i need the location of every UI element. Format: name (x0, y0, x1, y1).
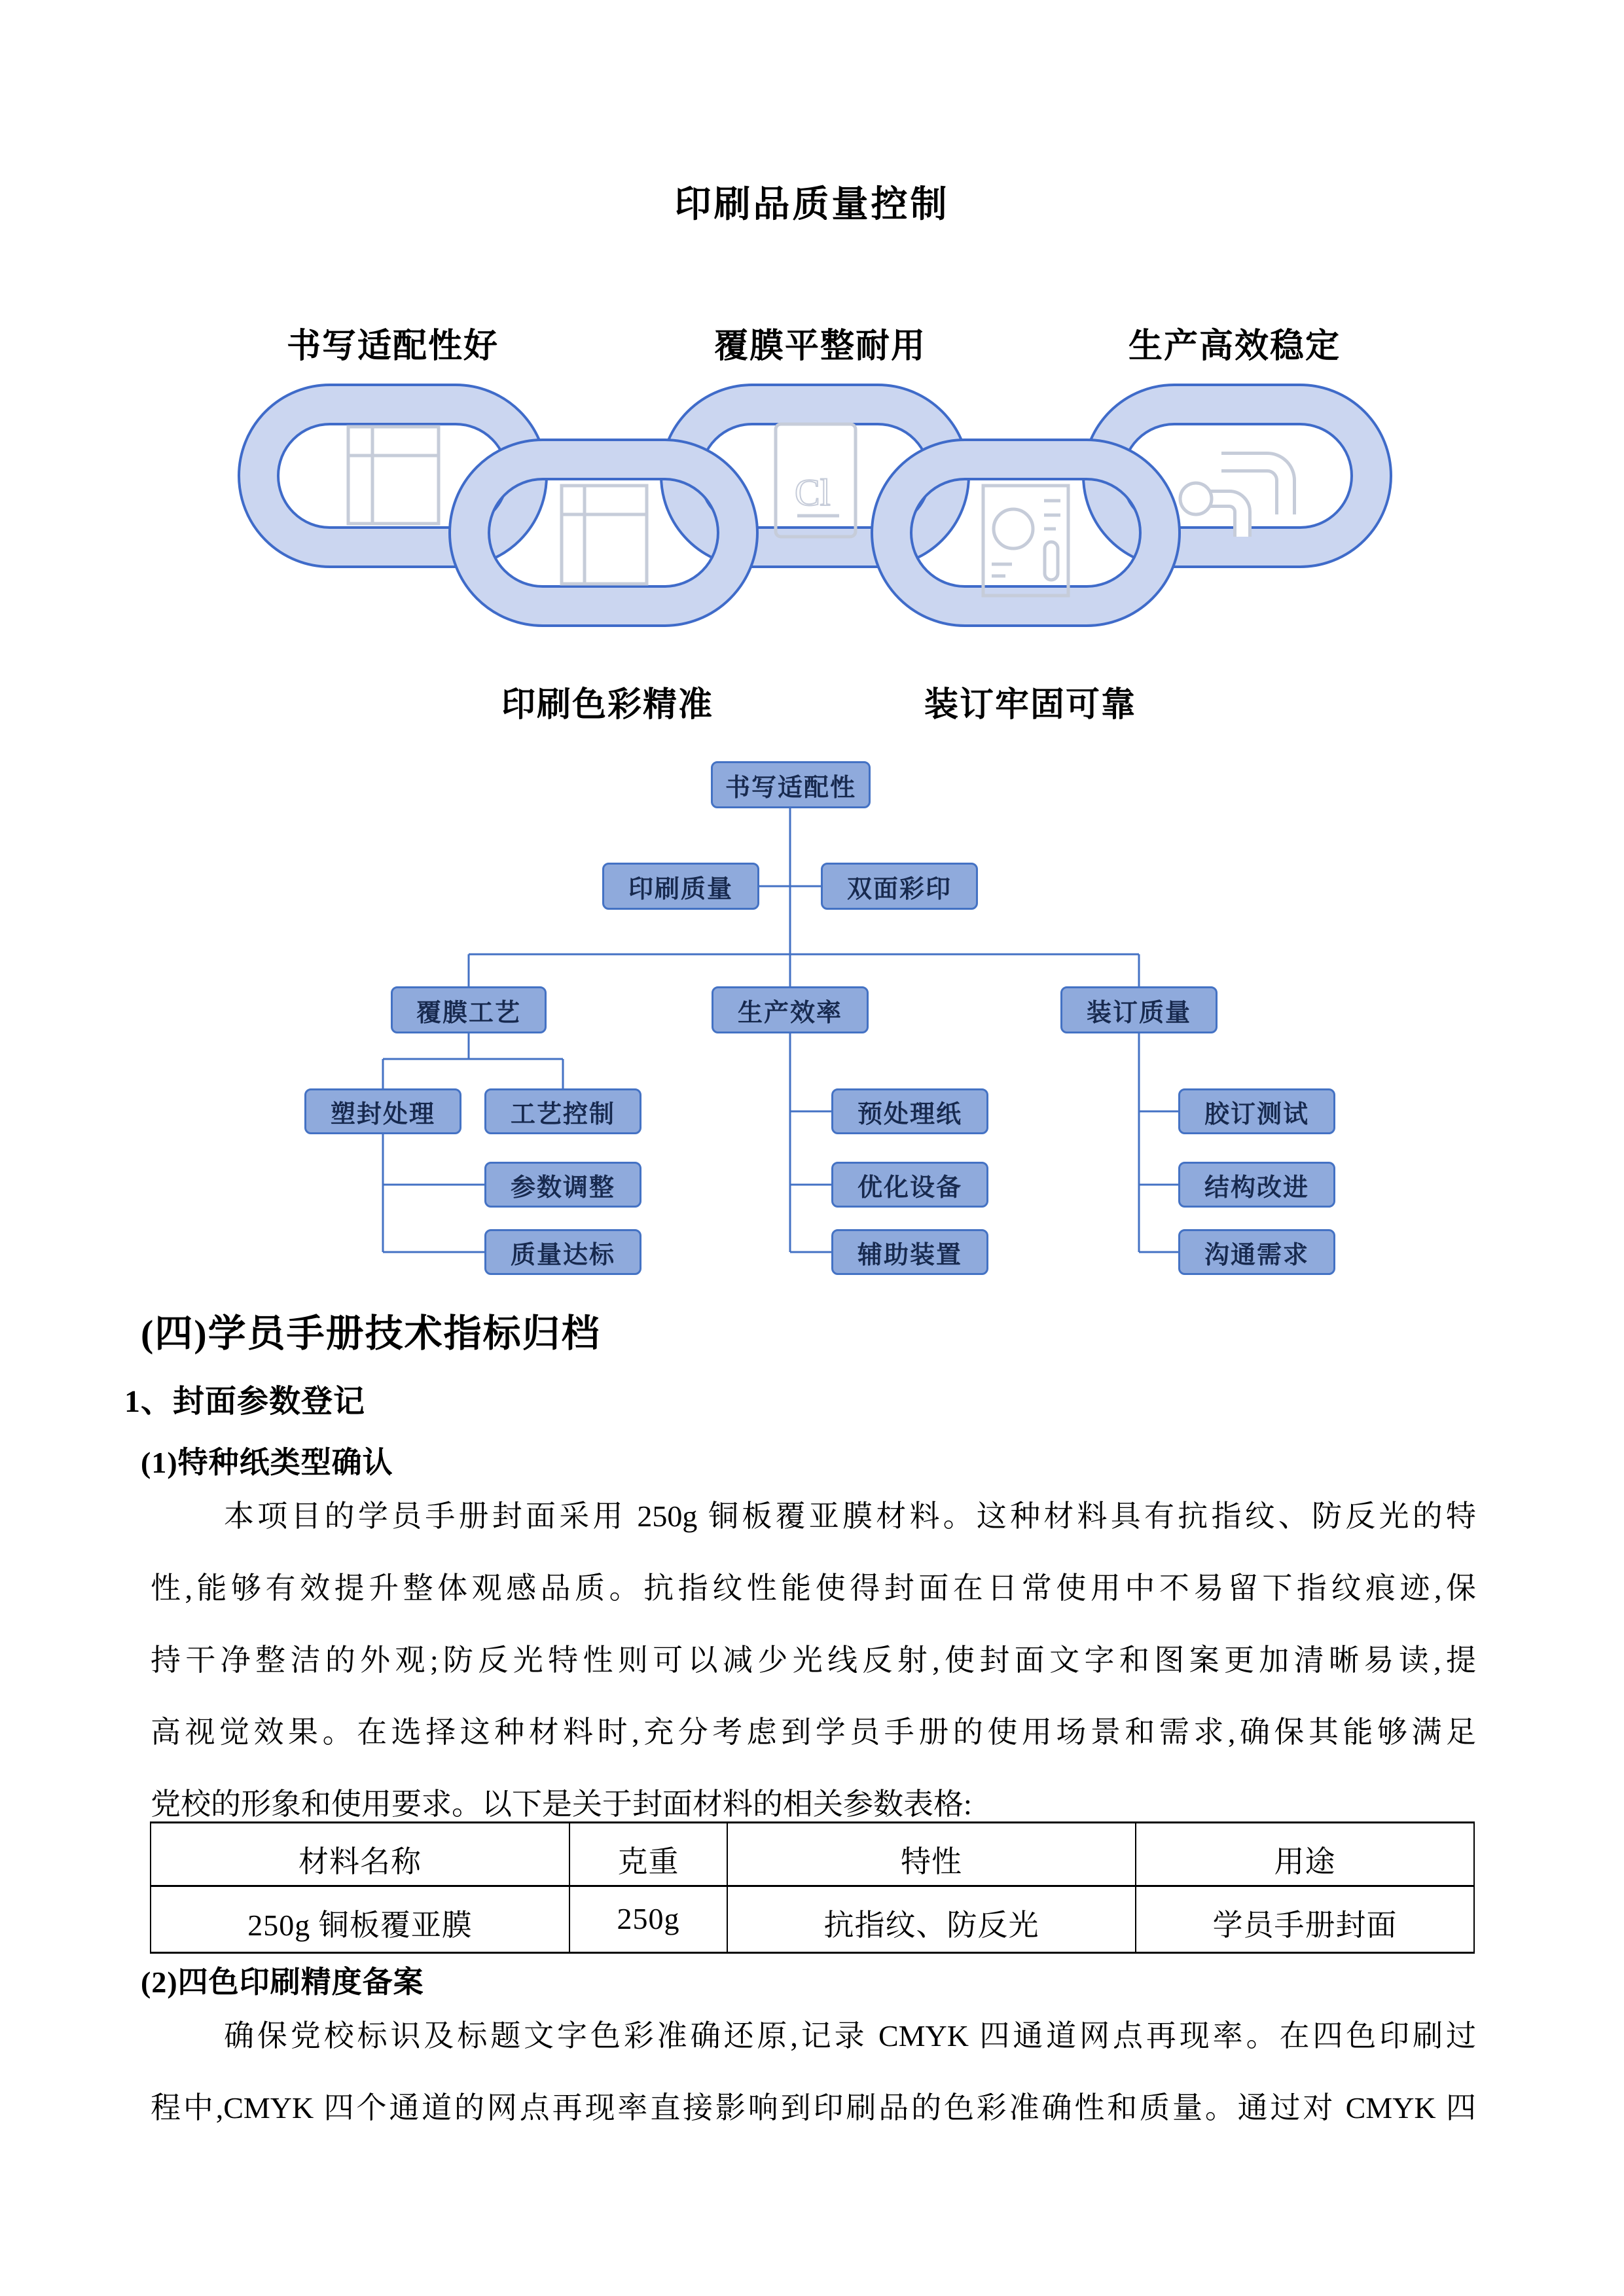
chain-label-writing: 书写适配性好 (286, 328, 499, 365)
org-node-root: 书写适配性 (711, 761, 871, 808)
chain-label-binding: 装订牢固可靠 (924, 687, 1137, 724)
table-header-property: 特性 (728, 1823, 1136, 1887)
paragraph-line: 性,能够有效提升整体观感品质。抗指纹性能使得封面在日常使用中不易留下指纹痕迹,保 (151, 1571, 1476, 1605)
table-header-material: 材料名称 (150, 1823, 570, 1887)
layout-table-icon (348, 427, 439, 524)
org-node-structure: 结构改进 (1178, 1162, 1335, 1208)
document-search-icon (983, 486, 1068, 596)
paragraph-line: 党校的形象和使用要求。以下是关于封面材料的相关参数表格: (151, 1787, 972, 1821)
paragraph-line: 确保党校标识及标题文字色彩准确还原,记录 CMYK 四通道网点再现率。在四色印刷过 (224, 2019, 1476, 2053)
pipe-elbow-icon (1180, 462, 1286, 537)
org-node-optimize-equip: 优化设备 (831, 1162, 988, 1208)
subsection-heading: 1、封面参数登记 (124, 1384, 366, 1419)
org-node-efficiency: 生产效率 (712, 986, 869, 1033)
chain-links-graphic (0, 367, 1624, 668)
layout-table-icon (562, 486, 647, 584)
item1-heading: (1)特种纸类型确认 (141, 1446, 393, 1479)
org-node-quality-pass: 质量达标 (484, 1229, 641, 1275)
table-header-usage: 用途 (1136, 1823, 1475, 1887)
chain-label-production: 生产高效稳定 (1128, 328, 1341, 365)
section-heading: (四)学员手册技术指标归档 (141, 1312, 601, 1355)
table-cell-weight: 250g (570, 1887, 728, 1952)
org-node-communication: 沟通需求 (1178, 1229, 1335, 1275)
page-title: 印刷品质量控制 (674, 185, 950, 225)
chain-label-lamination: 覆膜平整耐用 (713, 328, 927, 365)
org-node-aux-device: 辅助装置 (831, 1229, 988, 1275)
org-node-duplex-print: 双面彩印 (821, 863, 978, 910)
material-parameters-table (150, 1821, 1475, 1954)
paragraph-line: 持干净整洁的外观;防反光特性则可以减少光线反射,使封面文字和图案更加清晰易读,提 (151, 1643, 1476, 1677)
org-node-binding-quality: 装订质量 (1060, 986, 1218, 1033)
table-header-weight: 克重 (570, 1823, 728, 1887)
paragraph-line: 高视觉效果。在选择这种材料时,充分考虑到学员手册的使用场景和需求,确保其能够满足 (151, 1715, 1476, 1749)
table-cell-usage: 学员手册封面 (1136, 1887, 1475, 1952)
table-cell-property: 抗指纹、防反光 (728, 1887, 1136, 1952)
table-cell-material: 250g 铜板覆亚膜 (150, 1887, 570, 1952)
org-node-pretreat-paper: 预处理纸 (831, 1088, 988, 1134)
org-node-lamination: 覆膜工艺 (391, 986, 547, 1033)
paragraph-line: 程中,CMYK 四个通道的网点再现率直接影响到印刷品的色彩准确性和质量。通过对 CMYK 四 (151, 2091, 1476, 2125)
chain-label-color: 印刷色彩精准 (501, 687, 714, 724)
org-node-param-tuning: 参数调整 (484, 1162, 641, 1208)
org-node-print-quality: 印刷质量 (602, 863, 759, 910)
org-node-glue-test: 胶订测试 (1178, 1088, 1335, 1134)
org-node-sealing: 塑封处理 (304, 1088, 461, 1134)
org-node-process-control: 工艺控制 (484, 1088, 641, 1134)
clipboard-glyph: Cl (795, 471, 831, 514)
paragraph-line: 本项目的学员手册封面采用 250g 铜板覆亚膜材料。这种材料具有抗指纹、防反光的特 (224, 1499, 1476, 1533)
item2-heading: (2)四色印刷精度备案 (141, 1965, 424, 1999)
